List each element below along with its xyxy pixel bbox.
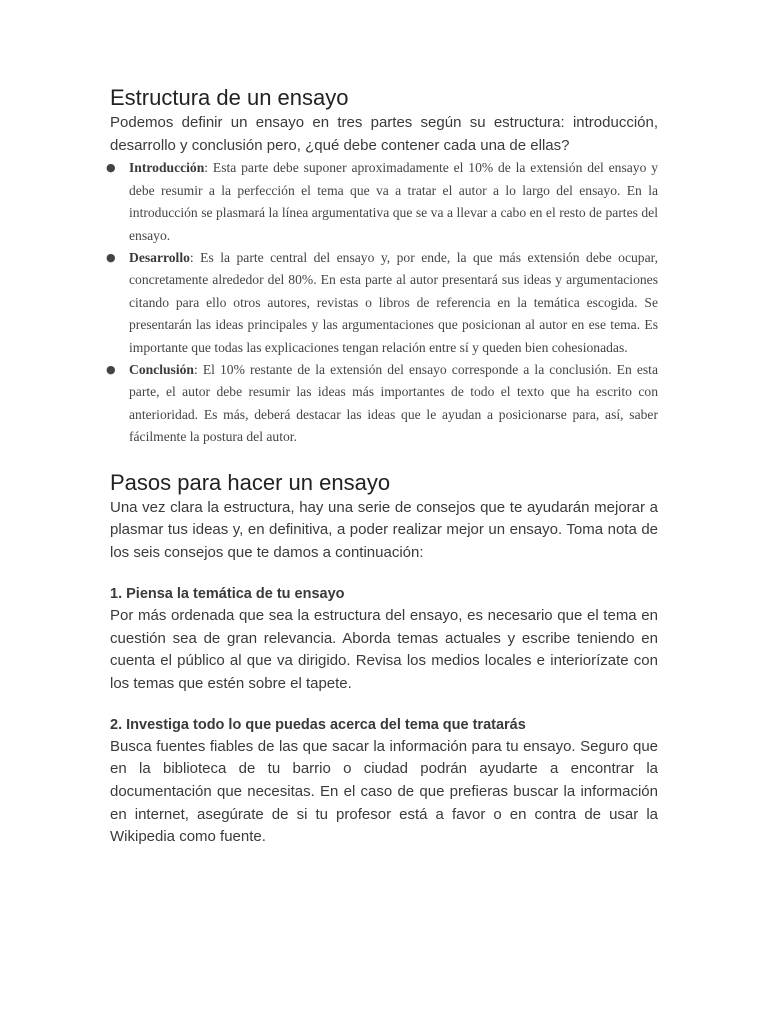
bullet-icon: ● [106, 363, 116, 377]
list-item-conclusion [106, 359, 658, 449]
list-item-introduccion [106, 157, 658, 247]
bullet-icon: ● [106, 251, 116, 265]
list-item-text: : El 10% restante de la extensión del ensayo corresponde a la conclusión. En esta parte, el autor debe resumir las ideas más importantes de todo el texto que ha escrito con anterioridad. Es más, deberá destacar las ideas que le ayudan a posicionarse para, así, saber fácilmente la postura del autor. [129, 362, 658, 445]
list-item-text: : Esta parte debe suponer aproximadamente el 10% de la extensión del ensayo y debe resumir a la perfección el tema que va a tratar el autor a lo largo del ensayo. En la introducción se plasmará la línea argumentativa que se va a llevar a cabo en el resto de partes del ensayo. [129, 160, 658, 243]
section-intro-estructura: Podemos definir un ensayo en tres partes según su estructura: introducción, desarrollo y conclusión pero, ¿qué debe contener cada una de ellas? [110, 114, 658, 154]
structure-list [106, 157, 658, 448]
bullet-icon: ● [106, 161, 116, 175]
step-text-1: Por más ordenada que sea la estructura del ensayo, es necesario que el tema en cuestión sea de gran relevancia. Aborda temas actuales y escribe teniendo en cuenta el público al que va dirigido. Revisa los medios locales e interiorízate con los temas que estén sobre el tapete. [110, 606, 658, 692]
list-item-term: Conclusión [129, 362, 194, 378]
step-heading-1: 1. Piensa la temática de tu ensayo [110, 585, 345, 602]
list-item-desarrollo [106, 247, 658, 359]
section-intro-pasos: Una vez clara la estructura, hay una serie de consejos que te ayudarán mejorar a plasmar tus ideas y, en definitiva, a poder realizar mejor un ensayo. Toma nota de los seis consejos que te damos a continuación: [110, 498, 658, 562]
step-text-2: Busca fuentes fiables de las que sacar la información para tu ensayo. Seguro que en la biblioteca de tu barrio o ciudad podrán ayudarte a encontrar la documentación que necesitas. En el caso de que prefieras buscar la información en internet, asegúrate de si tu profesor está a favor o en contra de usar la Wikipedia como fuente. [110, 737, 658, 846]
list-item-text: : Es la parte central del ensayo y, por ende, la que más extensión debe ocupar, concretamente alrededor del 80%. En esta parte al autor presentará sus ideas y argumentaciones citando para ello otros autores, revistas o libros de referencia en la temática escogida. Se presentarán las ideas principales y las argumentaciones que posicionan al autor en ese tema. Es importante que todas las explicaciones tengan relación entre sí y queden bien cohesionadas. [129, 250, 658, 355]
section-title-pasos: Pasos para hacer un ensayo [110, 469, 391, 495]
step-heading-2: 2. Investiga todo lo que puedas acerca del tema que tratarás [110, 716, 526, 733]
section-title-estructura: Estructura de un ensayo [110, 85, 349, 110]
list-item-term: Introducción [129, 160, 205, 176]
list-item-term: Desarrollo [129, 250, 190, 266]
